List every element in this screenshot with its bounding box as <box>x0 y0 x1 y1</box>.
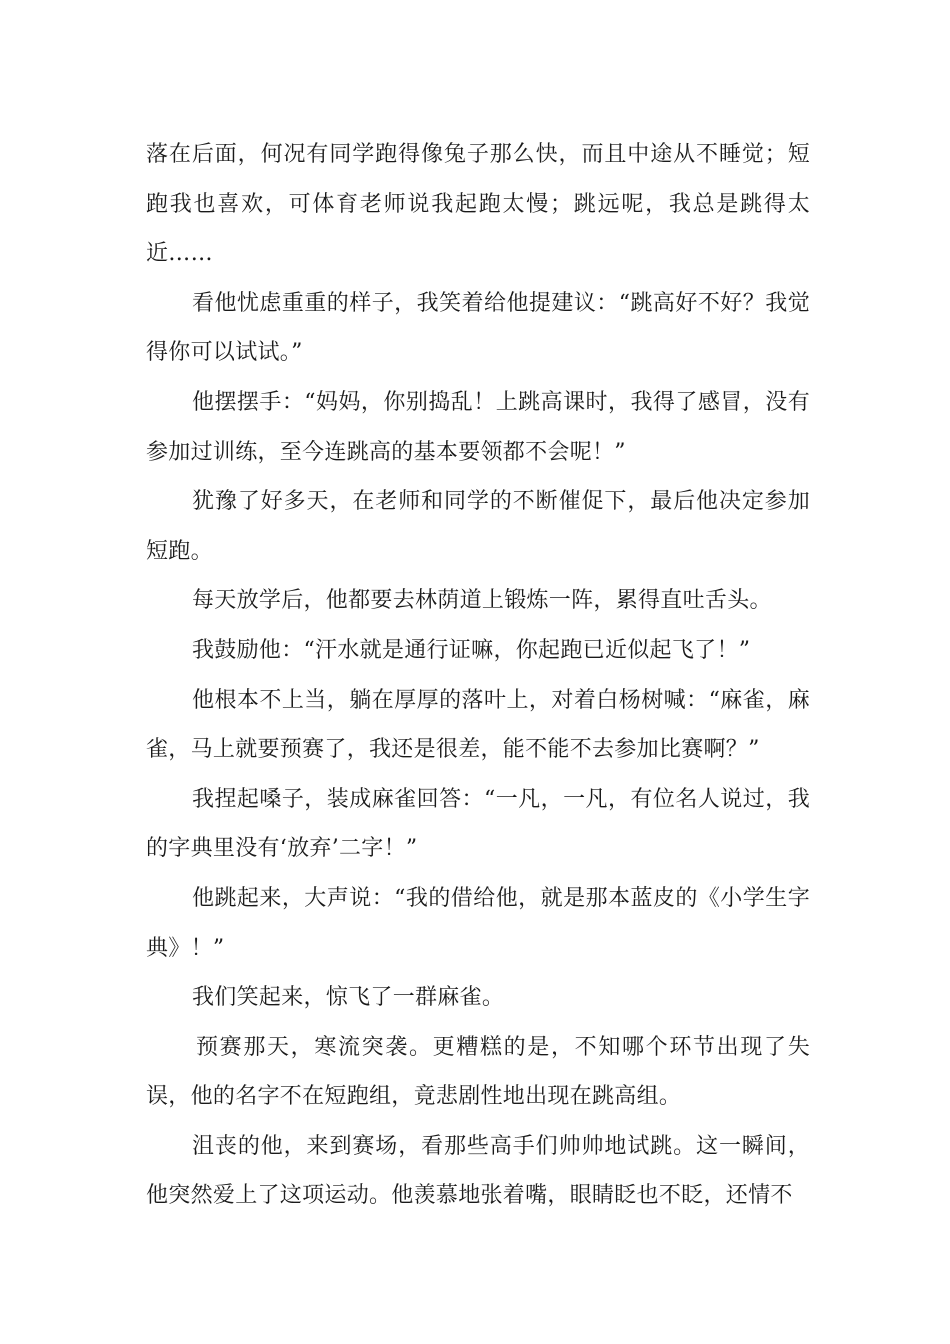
paragraph-continuation: 落在后面，何况有同学跑得像兔子那么快，而且中途从不睡觉；短跑我也喜欢，可体育老师说我起跑太慢；跳远呢，我总是跳得太近…… <box>146 142 810 267</box>
paragraph: 他摆摆手：“妈妈，你别捣乱！上跳高课时，我得了感冒，没有参加过训练，至今连跳高的基本要领都不会呢！” <box>146 389 810 465</box>
paragraph: 看他忧虑重重的样子，我笑着给他提建议：“跳高好不好？我觉得你可以试试。” <box>146 290 810 366</box>
paragraph: 预赛那天，寒流突袭。更糟糕的是，不知哪个环节出现了失误，他的名字不在短跑组，竟悲剧性地出现在跳高组。 <box>146 1034 810 1110</box>
paragraph: 他根本不上当，躺在厚厚的落叶上，对着白杨树喊：“麻雀，麻雀，马上就要预赛了，我还是很差，能不能不去参加比赛啊？” <box>146 687 810 763</box>
paragraph: 沮丧的他，来到赛场，看那些高手们帅帅地试跳。这一瞬间，他突然爱上了这项运动。他羡慕地张着嘴，眼睛眨也不眨，还情不 <box>146 1133 810 1209</box>
paragraph: 犹豫了好多天，在老师和同学的不断催促下，最后他决定参加短跑。 <box>146 489 810 564</box>
paragraph: 每天放学后，他都要去林荫道上锻炼一阵，累得直吐舌头。 <box>192 588 772 614</box>
paragraph: 他跳起来，大声说：“我的借给他，就是那本蓝皮的《小学生字典》！” <box>146 885 810 961</box>
body-text <box>146 130 810 1221</box>
paragraph: 我捏起嗓子，装成麻雀回答：“一凡，一凡，有位名人说过，我的字典里没有‘放弃’二字！” <box>146 786 810 862</box>
paragraph: 我鼓励他：“汗水就是通行证嘛，你起跑已近似起飞了！” <box>192 637 751 663</box>
paragraph: 我们笑起来，惊飞了一群麻雀。 <box>192 985 505 1011</box>
